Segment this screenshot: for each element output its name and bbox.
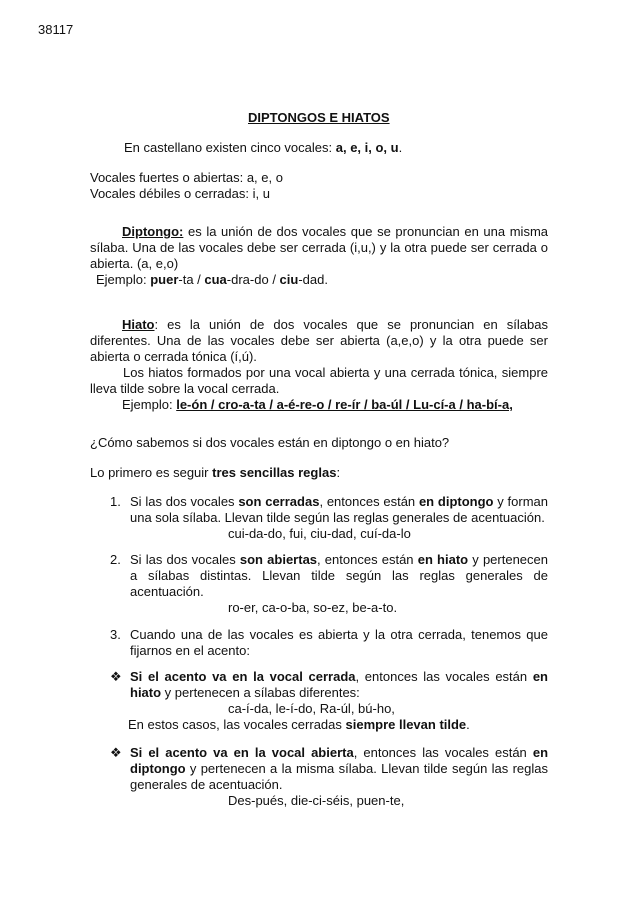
diptongo-ex3-bold: ciu [279,272,299,287]
intro-end: . [398,140,403,155]
diptongo-ex-label: Ejemplo: [96,272,151,287]
rule-2-a: Si las dos vocales [130,552,240,567]
rule-2-example: ro-er, ca-o-ba, so-ez, be-a-to. [228,600,398,615]
question: ¿Cómo sabemos si dos vocales están en diptongo o en hiato? [90,435,450,450]
hiato-ex-list: le-ón / cro-a-ta / a-é-re-o / re-ír / ba-úl / Lu-cí-a / ha-bí-a, [176,397,513,412]
rule-1-number: 1. [110,494,121,509]
hiato-paragraph-2 [90,365,548,397]
diptongo-ex1-bold: puer [150,272,179,287]
rule-3 [110,627,548,659]
diamond-bullet-icon: ❖ [110,669,122,684]
rule-2-bold-2: en hiato [417,552,469,567]
rules-intro [90,465,340,481]
sub-1-bold-1: Si el acento va en la vocal cerrada [130,669,356,684]
sub-2-example: Des-pués, die-ci-séis, puen-te, [228,793,405,808]
sub-2-bold-1: Si el acento va en la vocal abierta [130,745,354,760]
intro-text: En castellano existen cinco vocales: [124,140,336,155]
diptongo-ex2: -dra-do / [226,272,280,287]
rule-1-example: cui-da-do, fui, ciu-dad, cuí-da-lo [228,526,411,541]
diamond-bullet-icon: ❖ [110,745,122,760]
rule-2 [110,552,548,600]
weak-vowels: Vocales débiles o cerradas: i, u [90,186,270,201]
intro-line [124,140,402,156]
sub-1-d: y pertenecen a sílabas diferentes: [161,685,360,700]
hiato-examples [122,397,513,413]
sub-1-b: , entonces las vocales están [355,669,533,684]
hiato-p2-text: Los hiatos formados por una vocal abierta y una cerrada tónica, siempre lleva tilde sobre la vocal cerrada. [90,365,548,396]
rule-1-a: Si las dos vocales [130,494,239,509]
document-id: 38117 [38,22,74,37]
rule-3-number: 3. [110,627,121,642]
diptongo-definition [90,224,548,272]
sub-1-example: ca-í-da, le-í-do, Ra-úl, bú-ho, [228,701,395,716]
sub-2-bold-2: en diptongo [130,745,549,776]
diptongo-term: Diptongo: [122,224,184,239]
hiato-term: Hiato [122,317,155,332]
sub-1-note-c: . [466,717,470,732]
rule-3-text: Cuando una de las vocales es abierta y la otra cerrada, tenemos que fijarnos en el acento: [130,627,548,658]
sub-1-note-bold: siempre llevan tilde [345,717,467,732]
diptongo-examples [96,272,328,288]
rule-2-e: y pertenecen a sílabas distintas. Llevan tilde según las reglas generales de acentuación. [130,552,548,599]
rule-2-number: 2. [110,552,121,567]
rules-intro-a: Lo primero es seguir [90,465,213,480]
rule-1 [110,494,548,526]
strong-vowels: Vocales fuertes o abiertas: a, e, o [90,170,283,185]
vowels-list: a, e, i, o, u [335,140,399,155]
sub-1-note [128,717,470,733]
hiato-definition [90,317,548,365]
rule-1-c: , entonces están [319,494,419,509]
rule-1-bold-2: en diptongo [418,494,494,509]
sub-1-bold-2: en hiato [130,669,548,700]
rule-2-c: , entonces están [317,552,418,567]
sub-1-note-a: En estos casos, las vocales cerradas [128,717,346,732]
rule-2-bold-1: son abiertas [239,552,318,567]
hiato-ex-label: Ejemplo: [122,397,177,412]
page-title: DIPTONGOS E HIATOS [248,110,390,125]
sub-2-b: , entonces las vocales están [353,745,533,760]
hiato-def: : es la unión de dos vocales que se pronuncian en sílabas diferentes. Una de las vocales debe ser abierta (a,e,o) y la otra puede ser abierta o cerrada tónica (í,ú). [90,317,548,364]
sub-rule-1 [110,669,548,701]
diptongo-ex1: -ta / [178,272,205,287]
diptongo-def: es la unión de dos vocales que se pronuncian en una misma sílaba. Una de las vocales debe ser cerrada (i,u,) y la otra puede ser cerrada o abierta. (a, e,o) [90,224,548,271]
sub-rule-2 [110,745,548,793]
rules-intro-c: : [336,465,341,480]
rule-1-bold-1: son cerradas [238,494,320,509]
diptongo-ex2-bold: cua [204,272,227,287]
sub-2-d: y pertenecen a la misma sílaba. Llevan tilde según las reglas generales de acentuación. [130,761,548,792]
diptongo-ex3: -dad. [298,272,328,287]
rules-intro-bold: tres sencillas reglas [212,465,337,480]
rule-1-e: y forman una sola sílaba. Llevan tilde según las reglas generales de acentuación. [130,494,549,525]
